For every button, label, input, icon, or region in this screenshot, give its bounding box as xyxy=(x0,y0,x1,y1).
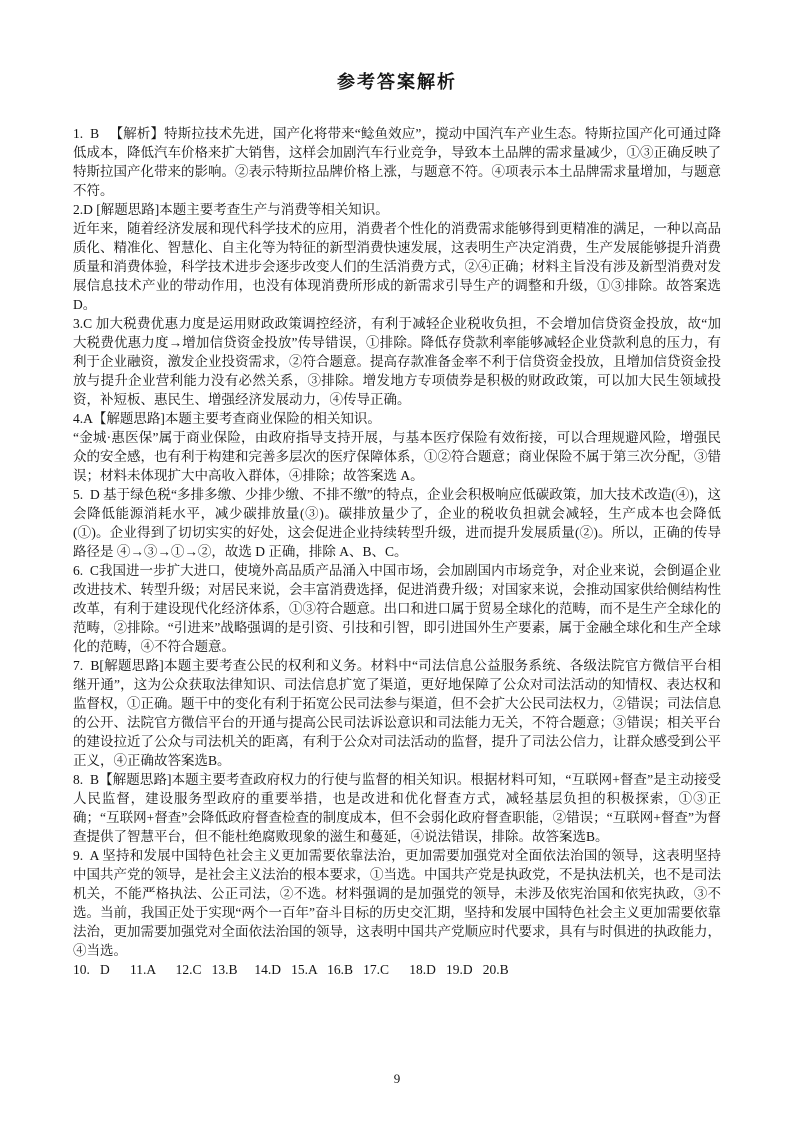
page-number: 9 xyxy=(393,1071,401,1086)
answer-item-7: 7. B[解题思路]本题主要考查公民的权利和义务。材料中“司法信息公益服务系统、各级法院官方微信平台相继开通”，这为公众获取法律知识、司法信息扩宽了渠道，更好地保障了公众对司法活动的知情权、表达权和监督权，①正确。题干中的变化有利于拓宽公民司法参与渠道，但不会扩大公民司法权力，②错误；司法信息的公开、法院官方微信平台的开通与提高公民司法诉讼意识和司法能力无关，不符合题意；③错误；相关平台的建设拉近了公众与司法机关的距离，有利于公众对司法活动的监督，提升了司法公信力，让群众感受到公平正义，④正确故答案选B。 xyxy=(73,658,721,768)
answer-item-5: 5. D 基于绿色税“多排多缴、少排少缴、不排不缴”的特点，企业会积极响应低碳政策，加大技术改造(④)，这会降低能源消耗水平，减少碳排放量(③)。碳排放量少了，企业的税收负担就会减轻，生产成本也会降低(①)。企业得到了切切实实的好处，这会促进企业持续转型升级，进而提升发展质量(②)。所以，正确的传导路径是 ④→③→①→②，故选 D 正确，排除 A、B、C。 xyxy=(73,487,721,559)
answer-item-3: 3.C 加大税费优惠力度是运用财政政策调控经济，有利于减轻企业税收负担，不会增加信贷资金投放，故“加大税费优惠力度→增加信贷资金投放”传导错误，①排除。降低存贷款利率能够减轻企业贷款利息的压力，有利于企业融资，激发企业投资需求，②符合题意。提高存款准备金率不利于信贷资金投放，且增加信贷资金投放与提升企业营利能力没有必然关系，③排除。增发地方专项债券是积极的财政政策，可以加大民生领域投资，补短板、惠民生、增强经济发展动力，④传导正确。 xyxy=(73,316,721,407)
answers-10-20: 10. D 11.A 12.C 13.B 14.D 15.A 16.B 17.C 18.D 19.D 20.B xyxy=(73,962,509,977)
answer-item-4-heading: 4.A【解题思路]本题主要考查商业保险的相关知识。 xyxy=(73,411,381,426)
answer-item-6: 6. C我国进一步扩大进口，使境外高品质产品涌入中国市场，会加剧国内市场竞争，对企业来说，会倒逼企业改进技术、转型升级；对居民来说，会丰富消费选择，促进消费升级；对国家来说，会推动国家供给侧结构性改革，有利于建设现代化经济体系，①③符合题意。出口和进口属于贸易全球化的范畴，而不是生产全球化的范畴，②排除。“引进来”战略强调的是引资、引技和引智，即引进国外生产要素，属于金融全球化和生产全球化的范畴，④不符合题意。 xyxy=(73,563,721,654)
answer-item-9: 9. A 坚持和发展中国特色社会主义更加需要依靠法治，更加需要加强党对全面依法治国的领导，这表明坚持中国共产党的领导，是社会主义法治的根本要求，①当选。中国共产党是执政党，不是执法机关，也不是司法机关，不能严格执法、公正司法，②不选。材料强调的是加强党的领导，未涉及依宪治国和依宪执政，③不选。当前，我国正处于实现“两个一百年”奋斗目标的历史交汇期，坚持和发展中国特色社会主义更加需要依靠法治，更加需要加强党对全面依法治国的领导，这表明中国共产党顺应时代要求，具有与时俱进的执政能力，④当选。 xyxy=(73,848,721,958)
document-body xyxy=(73,124,725,979)
answer-item-2-body: 近年来，随着经济发展和现代科学技术的应用，消费者个性化的消费需求能够得到更精准的满足，一种以高品质化、精准化、智慧化、自主化等为特征的新型消费快速发展，这表明生产决定消费，生产发展能够提升消费质量和消费体验，科学技术进步会逐步改变人们的生活消费方式，②④正确；材料主旨没有涉及新型消费对发展信息技术产业的带动作用，也没有体现消费所形成的新需求引导生产的调整和升级，①③排除。故答案选 D。 xyxy=(73,221,725,312)
answer-item-1: 1. B 【解析】特斯拉技术先进，国产化将带来“鲶鱼效应”，搅动中国汽车产业生态。特斯拉国产化可通过降低成本，降低汽车价格来扩大销售，这样会加剧汽车行业竞争，导致本土品牌的需求量减少，①③正确反映了特斯拉国产化带来的影响。②表示特斯拉品牌价格上涨，与题意不符。④项表示本土品牌需求量增加，与题意不符。 xyxy=(73,126,721,198)
answer-item-4-body: “金城·惠医保”属于商业保险，由政府指导支持开展，与基本医疗保险有效衔接，可以合理规避风险，增强民众的安全感，也有利于构建和完善多层次的医疗保障体系，①②符合题意；商业保险不属于第三次分配，③错误；材料未体现扩大中高收入群体，④排除；故答案选 A。 xyxy=(73,430,721,483)
answer-item-8: 8. B【解题思路]本题主要考查政府权力的行使与监督的相关知识。根据材料可知，“互联网+督查”是主动接受人民监督，建设服务型政府的重要举措，也是改进和优化督查方式，减轻基层负担的积极探索，①③正确；“互联网+督查”会降低政府督查检查的制度成本，但不会弱化政府督查职能，②错误；“互联网+督查”为督查提供了智慧平台，但不能杜绝腐败现象的滋生和蔓延，④说法错误，排除。故答案选B。 xyxy=(73,772,721,844)
answer-item-2-heading: 2.D [解题思路]本题主要考查生产与消费等相关知识。 xyxy=(73,202,389,217)
page-title: 参考答案解析 xyxy=(337,72,457,92)
